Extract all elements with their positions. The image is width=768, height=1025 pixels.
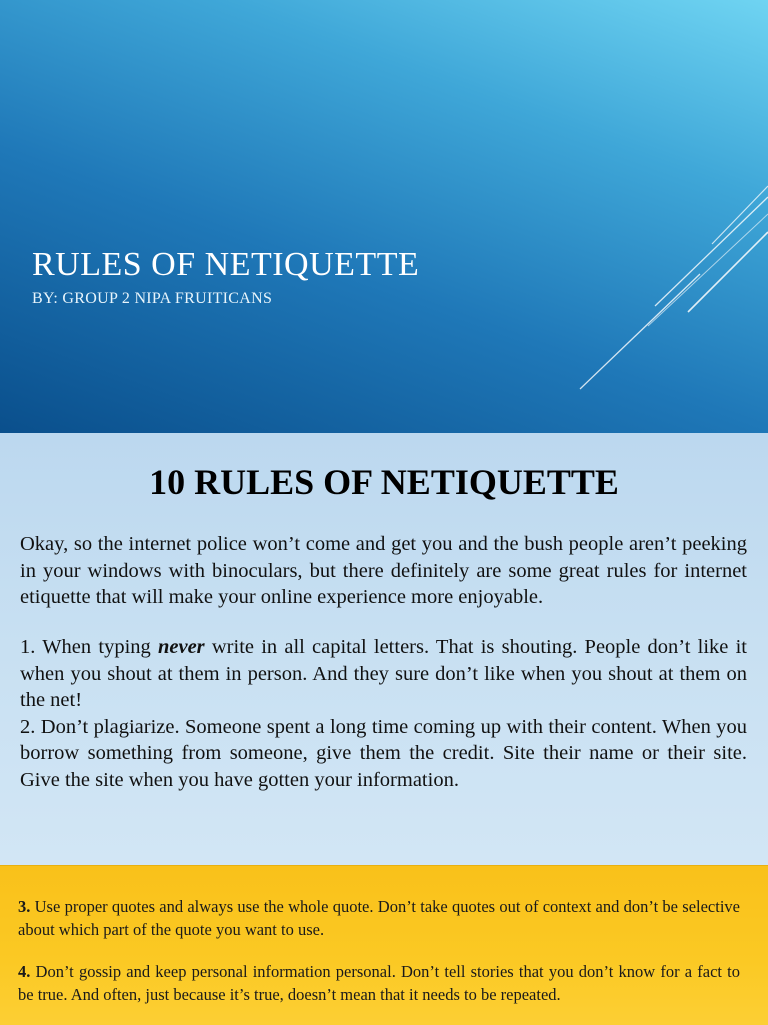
rules-slide [0, 433, 768, 865]
rule-1 [20, 634, 747, 714]
rules-continued-slide [0, 865, 768, 1025]
rule-4 [18, 961, 740, 1006]
rules-list [20, 634, 747, 793]
rule-3-number: 3. [18, 897, 31, 916]
rule-2: 2. Don’t plagiarize. Someone spent a long time coming up with their content. When you borrow something from someone, give them the credit. Site their name or their site. Give the site when you have gotten your information. [20, 715, 747, 791]
intro-paragraph [20, 531, 747, 611]
rule-4-text: Don’t gossip and keep personal information personal. Don’t tell stories that you don’t know for a fact to be true. And often, just because it’s true, doesn’t mean that it needs to be repeated. [18, 962, 740, 1004]
rules-heading: 10 RULES OF NETIQUETTE [149, 462, 619, 502]
rule-3-text: Use proper quotes and always use the whole quote. Don’t take quotes out of context and don’t be selective about which part of the quote you want to use. [18, 897, 740, 939]
slide-subtitle: BY: GROUP 2 NIPA FRUITICANS [32, 290, 273, 307]
rule-1-suffix: write in all capital letters. That is shouting. People don’t like it when you shout at them in person. And they sure don’t like when you shout at them on the net! [20, 636, 747, 711]
intro-text: Okay, so the internet police won’t come and get you and the bush people aren’t peeking in your windows with binoculars, but there definitely are some great rules for internet etiquette that will make your online experience more enjoyable. [20, 533, 747, 608]
rule-1-prefix: 1. When typing [20, 636, 158, 658]
title-slide [0, 0, 768, 433]
slide-title: RULES OF NETIQUETTE [32, 246, 420, 283]
rule-3 [18, 896, 740, 941]
rule-4-number: 4. [18, 962, 31, 981]
decorative-lines [0, 0, 768, 433]
rule-1-emphasis: never [157, 636, 205, 658]
